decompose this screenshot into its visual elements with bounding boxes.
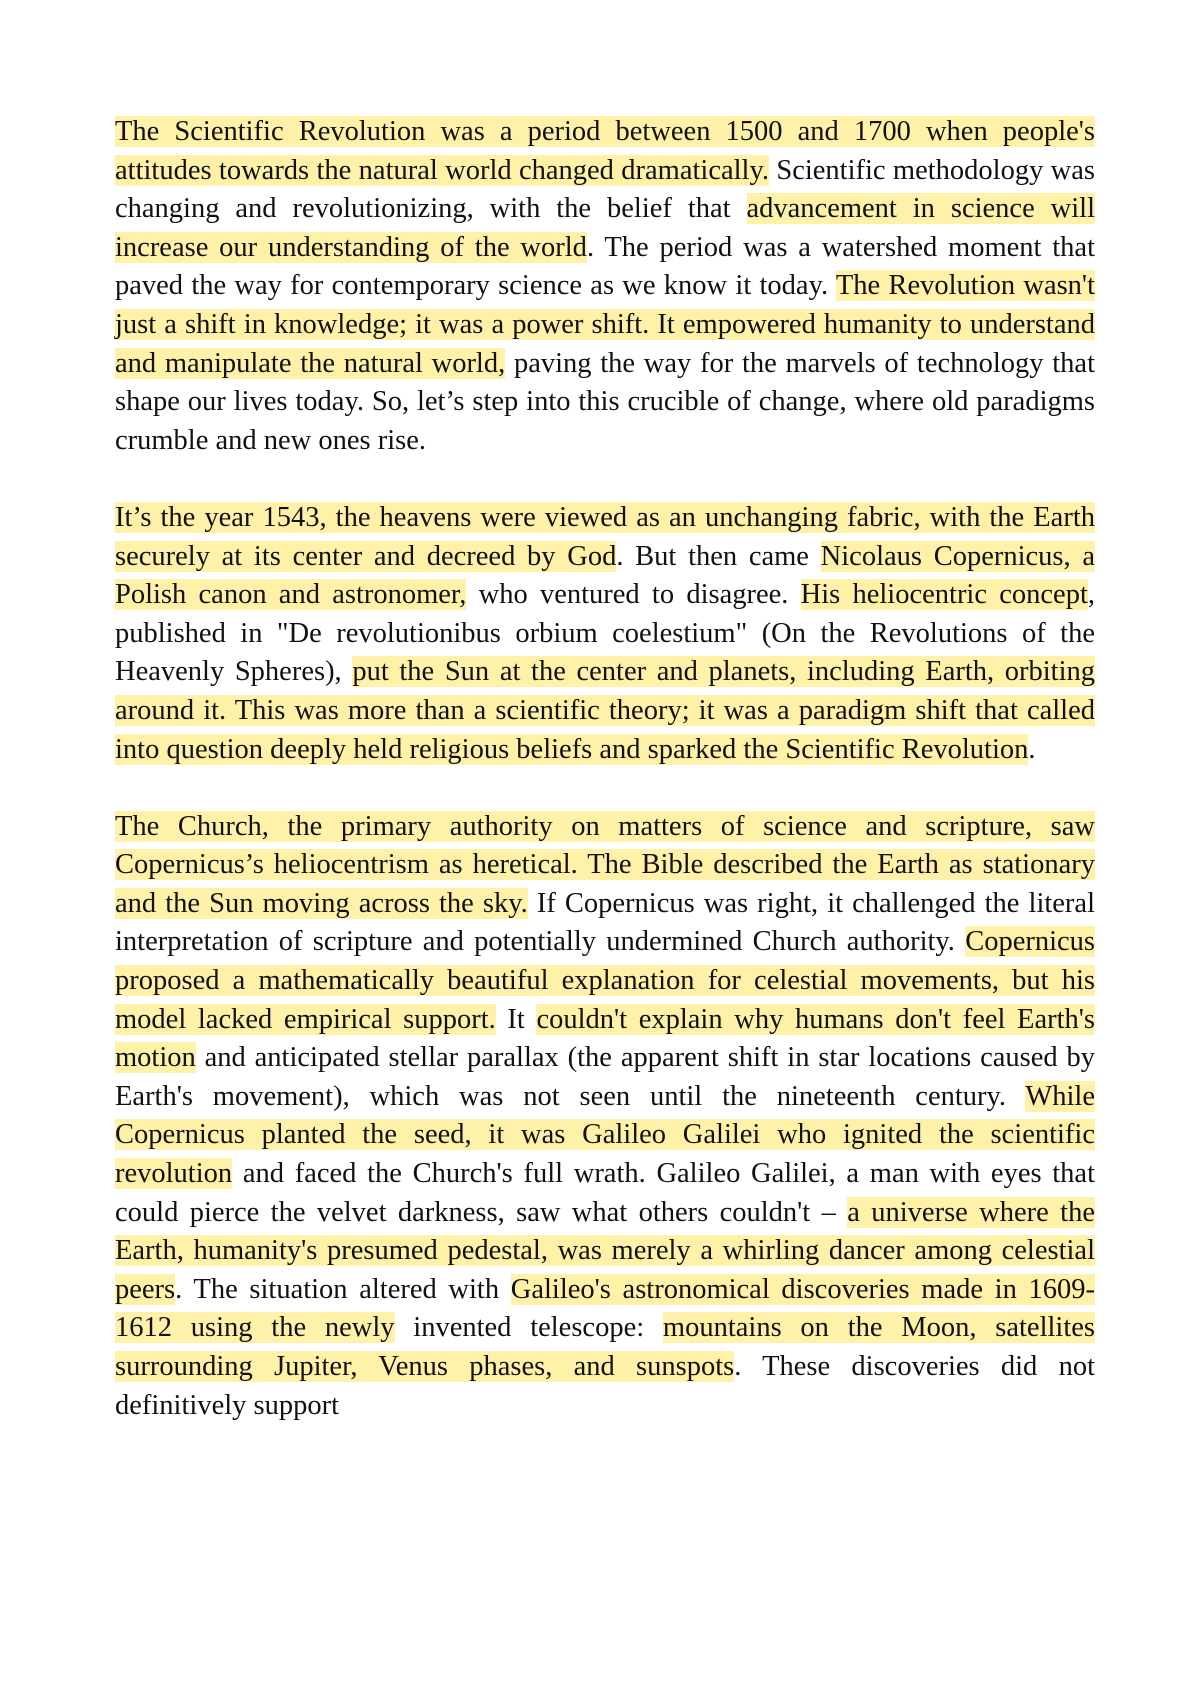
highlighted-text: mountains on the Moon, satellites surrounding Jupiter, Venus phases, and sunspots (115, 1312, 1095, 1382)
body-text: paving the way for the marvels of technology that shape our lives today. So, let’s step into this crucible of change, where old paradigms crumble and new ones rise. (115, 347, 1095, 456)
paragraph-1 (115, 113, 1095, 460)
highlighted-text: Copernicus proposed a mathematically beautiful explanation for celestial movements, but his model lacked empirical support. (115, 926, 1095, 1035)
highlighted-text: put the Sun at the center and planets, including Earth, orbiting around it. This was more than a scientific theory; it was a paradigm shift that called into question deeply held religious beliefs and sparked the Scientific Revolution (115, 656, 1096, 765)
highlighted-text: The Scientific Revolution was a period between 1500 and 1700 when people's attitudes towards the natural world changed dramatically. (115, 116, 1095, 186)
body-text: If Copernicus was right, it challenged the literal interpretation of scripture and potentially undermined Church authority. (115, 887, 1095, 958)
highlighted-text: advancement in science will increase our understanding of the world (115, 193, 1095, 263)
highlighted-text: While Copernicus planted the seed, it was Galileo Galilei who ignited the scientific revolution (115, 1080, 1095, 1190)
body-text: who ventured to disagree. (466, 579, 801, 611)
body-text: invented telescope: (394, 1312, 663, 1344)
paragraph-3 (115, 808, 1095, 1426)
body-text: It (495, 1003, 537, 1035)
body-text: . (1028, 733, 1036, 765)
highlighted-text: Galileo's astronomical discoveries made in 1609-1612 using the newly (115, 1273, 1096, 1344)
body-text: and anticipated stellar parallax (the apparent shift in star locations caused by Earth's movement), which was not seen until the nineteenth century. (115, 1042, 1095, 1112)
highlighted-text: a universe where the Earth, humanity's presumed pedestal, was merely a whirling dancer among celestial peers (115, 1196, 1095, 1305)
body-text: . But then came (616, 540, 821, 572)
body-text: . The situation altered with (175, 1273, 511, 1305)
highlighted-text: Nicolaus Copernicus, a Polish canon and astronomer, (115, 540, 1095, 611)
body-text: . The period was a watershed moment that paved the way for contemporary science as we know it today. (115, 231, 1096, 302)
highlighted-text: The Church, the primary authority on matters of science and scripture, saw Copernicus’s heliocentrism as heretical. The Bible described the Earth as stationary and the Sun moving across the sky. (115, 810, 1095, 919)
highlighted-text: His heliocentric concept (800, 579, 1088, 611)
document-page (115, 113, 1095, 1425)
highlighted-text: couldn't explain why humans don't feel Earth's motion (115, 1003, 1095, 1074)
body-text: , published in "De revolutionibus orbium coelestium" (On the Revolutions of the Heavenly Spheres), (115, 579, 1095, 688)
body-text: . These discoveries did not definitively support (115, 1351, 1095, 1421)
paragraph-2 (115, 499, 1095, 769)
highlighted-text: It’s the year 1543, the heavens were viewed as an unchanging fabric, with the Earth securely at its center and decreed by God (115, 501, 1095, 572)
body-text: Scientific methodology was changing and revolutionizing, with the belief that (115, 154, 1095, 225)
highlighted-text: The Revolution wasn't just a shift in knowledge; it was a power shift. It empowered humanity to understand and manipulate the natural world, (115, 270, 1095, 379)
body-text: and faced the Church's full wrath. Galileo Galilei, a man with eyes that could pierce the velvet darkness, saw what others couldn't – (115, 1158, 1095, 1228)
